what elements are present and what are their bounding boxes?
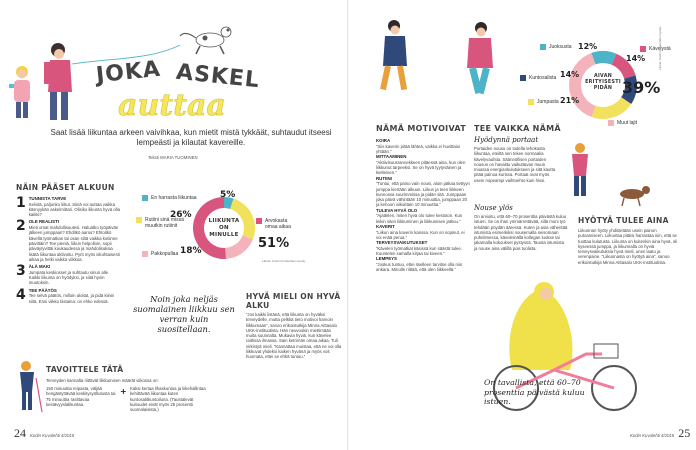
donut-label-14b: 14% <box>560 70 580 79</box>
illustration-walker-small <box>10 358 46 418</box>
tavoitteet-col2: Kaksi kertaa lihaskuntoa ja liikehallintaa kehittävää liikuntaa kuten kuntosalitkuntoiluna. (Taustalevät kuituudet eivät myös 25 prosentti suomalaisista.) <box>130 386 206 413</box>
illustration-runners <box>349 0 696 140</box>
slice-jumppa <box>592 97 632 119</box>
legend-item: Kuntosalista <box>520 75 556 81</box>
motivators-list <box>376 138 470 273</box>
motivator-entry: KOIRA ”Siis kaverin pitää lähteä, vaikka ei huvittaisi yhtään.” <box>376 138 460 154</box>
steps-list <box>16 196 120 304</box>
step-head: TUNNISTA TARVE <box>28 196 67 201</box>
legend-swatch <box>540 44 546 50</box>
tavoitteet-sub: Terveyden kannalta riittävät liikkumisen määrät viikossa on: <box>46 378 159 383</box>
pie-label-18: 18% <box>180 246 202 256</box>
step-body: Selvitä, paljonko liikut. Siinä voi auttaa vaikka käsnyykän askelmittari. Olisiko liikunta hyvä olla kaikki? <box>28 201 120 218</box>
runner-figure-1 <box>380 20 407 90</box>
headline-word-2: ASKEL <box>174 59 262 94</box>
sub-nouse-ylos: Nouse ylös <box>474 204 513 212</box>
legend-item: Arvokasta omaa aikaa <box>256 218 296 230</box>
donut-label-39: 39% <box>622 78 661 97</box>
hyva-mieli-body: ”Jos kaikki listänä, että liikunta on hyväksi terveydelle, mutta pelkkä tieto motivoi harvoin liikkumaan”, sanoo erikoistutkija Minna Aittasalo UKK-instituutista. Hän neuvookin miettimään muita suunnalta. Mukavia hyviä, kun kävelee raittissa ilmassa. Sain ketrimän omaa aikaa. Tuli virkistyä mieli. ”Kannattaa muistaa, että ne voi olla liikkuvat yhdeksi kaiken hyvänä ja myös voit huomata, ettei se ehkä tuntuu.” <box>246 312 342 360</box>
donut-title: AIVAN ERITYISESTI PIDÄN <box>585 74 621 91</box>
donut-label-21: 21% <box>560 96 580 105</box>
tavoitteet-col1: 150 minuuttia reipasta, väljää hengästyttävää keskitysyöllutusta tai 75 minuuttia rasittavaa kestävyyslalikuntaa. <box>46 386 116 407</box>
motivator-entry: TERVEYSVAIKUTUKSET ”Kävelen työmatkat käsissä kun säästä tulee. Kuuntelen samalla kirjaa tai kiveen.” <box>376 240 462 257</box>
step-head: OLE REALISTI <box>28 219 59 225</box>
legend-item: Rutiini sinä missä muutkin rutiinit <box>136 217 188 229</box>
legend-item: Pakkopullaa <box>142 251 178 257</box>
footer-left <box>14 426 74 441</box>
step-body: Mieti omat mahdollisuutesi. Haluatko työpäivän jälkeen jumppaan? Ehditkö aamu? Ehtoitkö kävellä työmatkan tai osan siitä vaikka kotiinne päivittäin? Tee pieniä, liikun helpolloin, sopii päiväytyvittäi kuukaudessa ja mahdolisuksia lisätä liikuntaa aktivoitu. Pyrit myös iskohtaisesti aikaa ja hetki vaikka viikkoa. <box>28 225 120 262</box>
section-title-hyotya: HYÖTYÄ TULEE AINA <box>578 216 669 225</box>
section-title-tee-vaikka: TEE VAIKKA NÄMÄ <box>474 124 561 133</box>
lead-paragraph: Saat lisää liikuntaa arkeen vaivihkaa, kun mietit mistä tykkäät, suhtaudut itseesi lempeästi ja kilautat kavereille. <box>50 128 332 147</box>
legend-item: En harrasta liikuntaa <box>142 195 197 201</box>
legend-item: Muut lajit <box>608 120 637 126</box>
step-item <box>16 288 120 304</box>
step-number: 1 <box>16 195 26 211</box>
legend-swatch <box>640 46 646 52</box>
sub-portaat: Hyödynnä portaat <box>474 136 539 144</box>
motivator-entry: KAVERIT ”Liikun aina kaverin kanssa. Kun on sopinut, ei voi enää perua.” <box>376 223 465 240</box>
page-number: 24 <box>14 426 26 440</box>
donut-source: Lähde: Kodin Kuvalehden kysely <box>658 26 662 70</box>
runner-figure-2 <box>467 22 493 94</box>
headline-word-1: JOKA <box>94 56 163 89</box>
illustration-dog-2 <box>604 182 654 208</box>
pie-label-5: 5% <box>220 190 236 200</box>
nouse-ylos-body: On arvioitu, että 60–70 prosenttia päivästä kuluu istuen. Se on ihan ymmärrettävää, sillä moni työ tehdään pöydän ääressä. Kuten ja asia vähentää istumista esimerkiksi nousemalla seisomaan puhelimessa, kävelemällä kollegan luokse tai jakamalla kokoukset pystyssä. Tauota istumista ja nouse aina välillä pois tuolista. <box>474 214 568 251</box>
motivator-entry: LEMPEYS ”Joskus tuntuu, ettei itselleen tarvitse olla niin ankara. Minulle riittää, että olen liikkeellä.” <box>376 256 463 273</box>
hyotya-body: Liikunnan hyöty yhdistetään usein painon putoamiseen. Liikuntaa pitäisi harrastaa niin, että se tuottaa kulutusta. Liikunta on kuitenkin aina hyvä, oli kyseessä jumppa, ja liikunnalla on hyviä terveysvaikutuksia hyvä mieli, unen laatu ja verenpaine. ”Liikunnasta on hyötyä aina”, sanoo erikoistutkija Minna Aittasalo UKK-instituutista. <box>578 228 678 265</box>
pull-quote-neljas: Noin joka neljäs suomalainen liikkuu sen verran kuin suositellaan. <box>133 294 235 334</box>
illustration-stair-climber <box>556 140 606 204</box>
headline-script: auttaa <box>118 88 226 123</box>
pie-title: LIIKUNTA ON MINULLE <box>208 218 240 238</box>
section-title-motivoivat: NÄMÄ MOTIVOIVAT <box>376 124 467 133</box>
motivator-entry: TULEVA HYVÄ OLO ”Ajattelen, miten hyvä olo tulee kestoton. Kun leikin siten liikkuminen ja liikkumisen jatkuu.” <box>376 207 463 224</box>
motivator-entry: RUTIINI ”Tuntui, että paino vain nousi, aloin jatkaa tiettyyn jumppa kiertään alkuun. Liikun ja teen liikkeen kunnossa suurimmissa ja pidän sitä. Jumppaan joka päivä vähintään 10 minuuttia, jumppaan 20 ja kehoon viikoittain 10 minuuttia.” <box>376 175 470 208</box>
step-head: ÄLÄ MAKI <box>28 264 51 270</box>
section-title-tavoittele: TAVOITTELE TÄTÄ <box>46 365 124 374</box>
step-item <box>16 196 120 217</box>
section-title-hyva-mieli: HYVÄ MIELI ON HYVÄ ALKU <box>246 292 341 310</box>
step-item <box>16 264 120 285</box>
motivator-entry: MITTAAMINEN ”Aktiivisuusrannekkeen pitäessä aina, kun olen liikkunut tarpeeksi. Se on hyvä tyytyväinen ja kielteinen.” <box>376 154 466 176</box>
pie-label-51: 51% <box>258 236 290 251</box>
child-figure <box>9 66 30 118</box>
donut-label-14a: 14% <box>626 54 646 63</box>
legend-swatch <box>136 217 142 223</box>
step-number: 3 <box>16 263 26 280</box>
legend-swatch <box>528 99 534 105</box>
step-head: TEE PÄÄTÖS <box>28 287 57 293</box>
step-body: Jumpata keskiosset ja suhtautu sinun alle. Kaikki liikunta on hyödyksi, ja siitä hyvin muutoksin. <box>28 269 110 286</box>
step-item <box>16 219 120 262</box>
adult-figure <box>44 43 72 120</box>
pull-quote-istuen: On tavallista, että 60–70 prosenttia päivästä kuluu istuen. <box>484 378 585 406</box>
legend-swatch <box>256 218 262 224</box>
magazine-name: Kodin Kuvalehti 4/2018 <box>630 433 675 438</box>
footer-right <box>630 426 690 441</box>
legend-item: Jumpasta <box>528 99 559 105</box>
byline: Teksti MARIA TUOMINEN <box>148 155 198 160</box>
donut-label-12: 12% <box>578 42 598 51</box>
legend-item: Kävelystä <box>640 46 671 52</box>
pie-label-26: 26% <box>170 210 192 220</box>
magazine-name: Kodin Kuvalehti 4/2018 <box>30 433 75 438</box>
page-number: 25 <box>678 426 691 440</box>
legend-swatch <box>142 251 148 257</box>
legend-swatch <box>142 195 148 201</box>
legend-swatch <box>520 75 526 81</box>
step-number: 2 <box>16 218 26 235</box>
step-number: 4 <box>16 286 26 303</box>
section-title-alkuun: NÄIN PÄÄSET ALKUUN <box>16 183 115 192</box>
step-body: Tee selvä päätös, milloin aloitat, ja pidä kiinni siitä. Ensi viikko tiistaina: on ehko edessä. <box>28 293 115 304</box>
page-gutter <box>347 0 349 450</box>
legend-swatch <box>608 120 614 126</box>
portaat-body: Portaiden nousu on todella tehokasta liikuntaa, eteiltä sen tekee normaalia kävelyvauhtia. Säännöllisen portaiden nousun on havaittu vaikuttavan muun muassa energiankulutukseen ja sitä kautta pitää painoa kurissa. Portaat ovat myös usein nopeampi vaihtoehto kuin hissi. <box>474 146 556 183</box>
plus-sign: + <box>120 387 127 396</box>
dog-figure <box>180 27 231 54</box>
pie-source: Lähde: Kodin Kuvalehden kysely <box>262 259 306 263</box>
legend-item: Juoksusta <box>540 44 572 50</box>
